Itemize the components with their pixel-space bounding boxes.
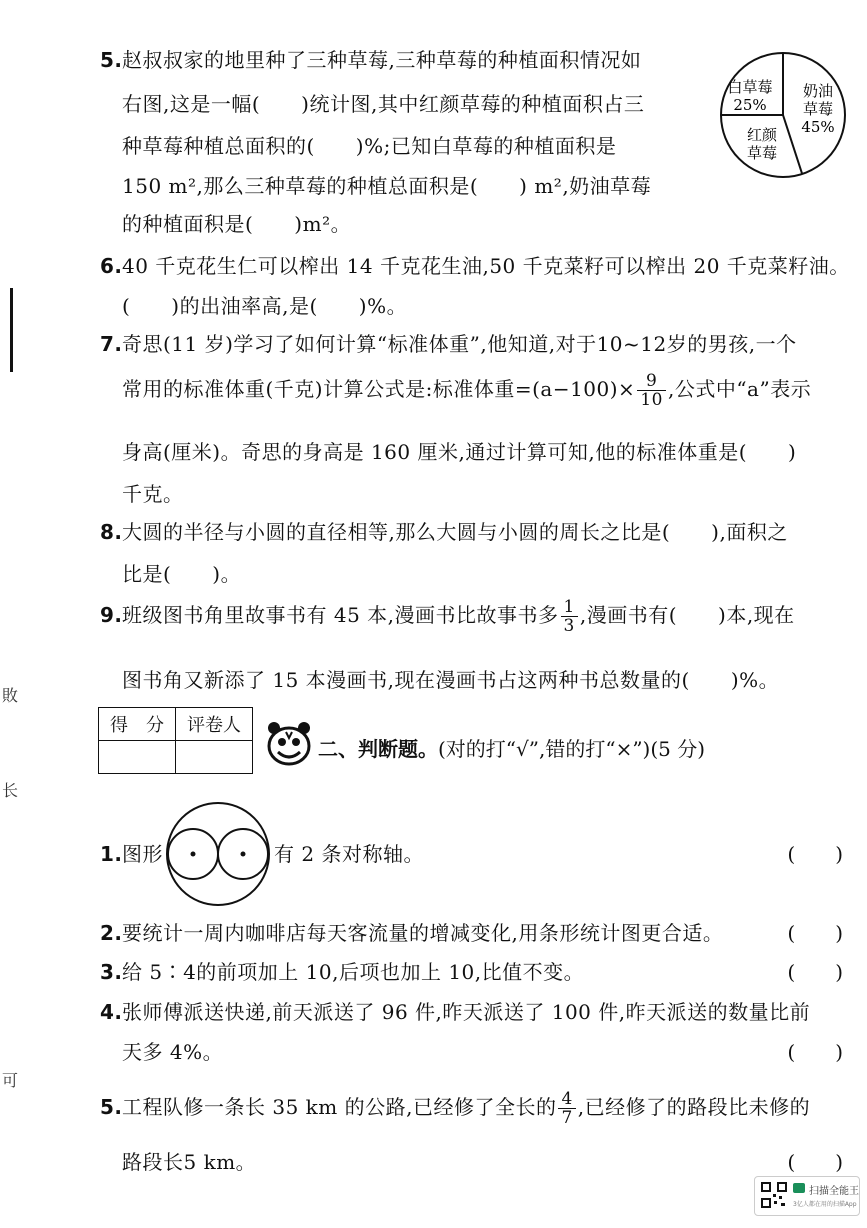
q5-line: 的种植面积是( )m²。 [122,212,352,236]
q7-line: 7.奇思(11 岁)学习了如何计算“标准体重”,他知道,对于10~12岁的男孩,一个 [100,332,797,356]
answer-blank[interactable]: ( ) [787,1150,843,1174]
brand-sub: 3亿人都在用的扫描App [793,1201,857,1208]
q5-line: 右图,这是一幅( )统计图,其中红颜草莓的种植面积占三 [122,92,645,116]
q7-line: 千克。 [122,482,184,506]
margin-char: 可 [2,1071,19,1090]
brand-name: 扫描全能王 [809,1186,859,1197]
cs-logo-icon [793,1183,805,1193]
q6-line: 6.40 千克花生仁可以榨出 14 千克花生油,50 千克菜籽可以榨出 20 千克菜籽油。 [100,254,850,278]
judge-line: 路段长5 km。 [122,1150,257,1174]
section-heading: 二、判断题。(对的打“√”,错的打“×”)(5 分) [318,737,706,761]
judge-line: 3.给 5∶4的前项加上 10,后项也加上 10,比值不变。 [100,960,585,984]
judge-line: 2.要统计一周内咖啡店每天客流量的增减变化,用条形统计图更合适。 [100,921,724,945]
q8-line: 比是( )。 [122,562,242,586]
pie-label: 红颜 [746,126,778,144]
q7-line: 常用的标准体重(千克)计算公式是:标准体重=(a−100)× $\frac{9}{10}$ ,公式中“a”表示 [122,371,812,410]
answer-blank[interactable]: ( ) [787,960,843,984]
q8-line: 8.大圆的半径与小圆的直径相等,那么大圆与小圆的周长之比是( ),面积之 [100,520,788,544]
fraction: $\frac{4}{7}$ [558,1090,575,1127]
fraction: $\frac{9}{10}$ [637,372,666,409]
margin-char: 长 [2,781,19,800]
judge-line: 有 2 条对称轴。 [274,842,424,866]
q7-line: 身高(厘米)。奇思的身高是 160 厘米,通过计算可知,他的标准体重是( ) [122,440,797,464]
pie-label: 草莓 [746,144,778,162]
answer-blank[interactable]: ( ) [787,1040,843,1064]
qr-code-icon [761,1182,787,1208]
q5-line: 150 m²,那么三种草莓的种植总面积是( ) m²,奶油草莓 [122,174,652,198]
q9-line: 9.班级图书角里故事书有 45 本,漫画书比故事书多 $\frac{1}{3}$ ,漫画书有( )本,现在 [100,597,795,636]
judge-line: 4.张师傅派送快递,前天派送了 96 件,昨天派送了 100 件,昨天派送的数量比前 [100,1000,811,1024]
score-header: 得 分 [99,708,176,741]
circles-figure [164,800,272,908]
judge-line: 1.图形 [100,842,163,866]
score-table [98,707,253,774]
pie-label: 草莓 [802,100,834,118]
score-cell[interactable] [99,741,176,774]
pie-label: 45% [801,118,835,136]
judge-line: 天多 4%。 [122,1040,224,1064]
fraction: $\frac{1}{3}$ [561,598,578,635]
judge-line: 5.工程队修一条长 35 km 的公路,已经修了全长的 $\frac{4}{7}$ ,已经修了的路段比未修的 [100,1089,811,1128]
answer-blank[interactable]: ( ) [787,842,843,866]
q6-line: ( )的出油率高,是( )%。 [122,294,408,318]
pie-label: 白草莓 [727,78,773,96]
q9-line: 图书角又新添了 15 本漫画书,现在漫画书占这两种书总数量的( )%。 [122,668,780,692]
margin-char: 敗 [2,686,19,705]
q5-line: 种草莓种植总面积的( )%;已知白草莓的种植面积是 [122,134,617,158]
grader-header: 评卷人 [176,708,253,741]
scanner-watermark [754,1176,860,1216]
pie-chart [718,40,848,190]
tiger-mascot-icon [262,716,316,770]
answer-blank[interactable]: ( ) [787,921,843,945]
pie-label: 25% [733,96,767,114]
q5-line: 5.赵叔叔家的地里种了三种草莓,三种草莓的种植面积情况如 [100,48,642,72]
margin-bracket [10,288,13,372]
pie-label: 奶油 [802,82,834,100]
grader-cell[interactable] [176,741,253,774]
